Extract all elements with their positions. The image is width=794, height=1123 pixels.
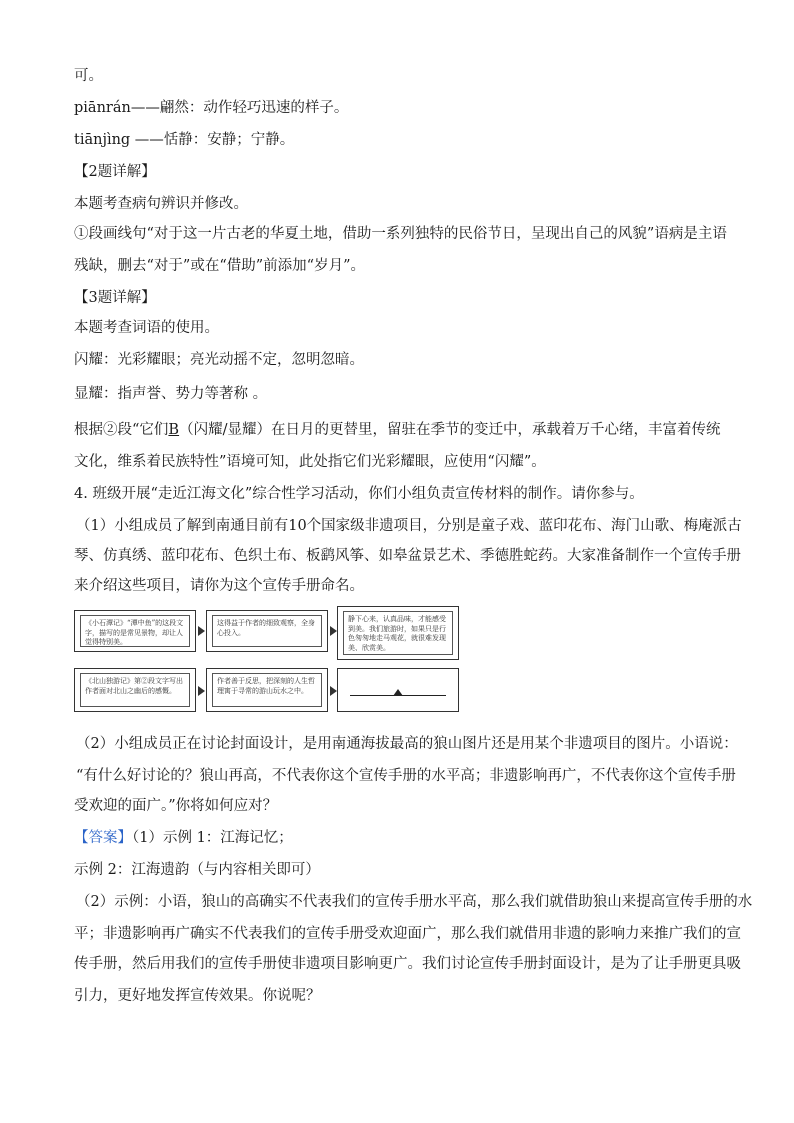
text-segment: （1）示例 1：江海记忆； (132, 830, 293, 846)
diagram-box: 这得益于作者的细致观察，全身心投入。 (206, 610, 328, 652)
text-line: 可。 (74, 68, 103, 84)
text-line: “有什么好讨论的？狼山再高，不代表你这个宣传手册的水平高；非遗影响再广，不代表你这个宣传手册 (76, 768, 736, 784)
section-heading: 【2题详解】 (74, 164, 156, 180)
diagram-box: 《北山独游记》第②段文字写出作者面对北山之幽后的感慨。 (74, 668, 196, 712)
flow-diagram (74, 604, 464, 716)
arrow-icon (198, 686, 205, 696)
text-segment: （闪耀/显耀）在日月的更替里，留驻在季节的变迁中，承载着万千心绪，丰富着传统 (179, 422, 721, 438)
question-title: 4. 班级开展“走近江海文化”综合性学习活动，你们小组负责宣传材料的制作。请你参与。 (74, 486, 644, 502)
diagram-box: 《小石潭记》“潭中鱼”的这段文字，描写的是常见景物，却让人觉得特别美。 (74, 610, 196, 652)
triangle-marker-icon (393, 689, 403, 696)
underlined-letter: B (168, 422, 180, 438)
text-line: 文化，维系着民族特性”语境可知，此处指它们光彩耀眼，应使用“闪耀”。 (74, 454, 546, 470)
text-line: piānrán——翩然：动作轻巧迅速的样子。 (74, 100, 349, 116)
text-line: 显耀：指声誉、势力等著称 。 (74, 386, 268, 402)
text-line: 本题考查病句辨识并修改。 (74, 196, 248, 212)
text-line: 本题考查词语的使用。 (74, 320, 219, 336)
text-line: 闪耀：光彩耀眼；亮光动摇不定，忽明忽暗。 (74, 352, 364, 368)
arrow-icon (198, 626, 205, 636)
text-line (74, 420, 720, 440)
answer-line (74, 828, 293, 848)
text-segment: 根据②段“它们 (74, 422, 169, 438)
text-line: tiānjìng ——恬静：安静；宁静。 (74, 132, 295, 148)
text-line: 传手册，然后用我们的宣传手册使非遗项目影响更广。我们讨论宣传手册封面设计，是为了让手册更具吸 (74, 956, 741, 972)
text-line: 平；非遗影响再广确实不代表我们的宣传手册受欢迎面广，那么我们就借用非遗的影响力来推广我们的宣 (74, 926, 741, 942)
text-line: 受欢迎的面广。”你将如何应对？ (74, 798, 278, 814)
text-line: ①段画线句“对于这一片古老的华夏土地，借助一系列独特的民俗节日，呈现出自己的风貌”语病是主语 (74, 226, 727, 242)
diagram-box: 静下心来，认真品味，才能感受到美。我们旅游时，如果只是行色匆匆地走马观花，就很难发现美、欣赏美。 (337, 606, 459, 660)
text-line: 琴、仿真绣、蓝印花布、色织土布、板鹞风筝、如皋盆景艺术、季德胜蛇药。大家准备制作一个宣传手册 (74, 548, 741, 564)
diagram-box: 作者善于反思，把深刻的人生哲理寓于寻常的游山玩水之中。 (206, 668, 328, 712)
text-line: 残缺，删去“对于”或在“借助”前添加“岁月”。 (74, 258, 365, 274)
text-line: （2）示例：小语，狼山的高确实不代表我们的宣传手册水平高，那么我们就借助狼山来提高宣传手册的水 (76, 894, 753, 910)
answer-label: 【答案】 (74, 830, 132, 846)
arrow-icon (330, 686, 337, 696)
text-line: 示例 2：江海遗韵（与内容相关即可） (74, 862, 320, 878)
arrow-icon (330, 626, 337, 636)
text-line: （2）小组成员正在讨论封面设计，是用南通海拔最高的狼山图片还是用某个非遗项目的图片。小语说： (76, 736, 738, 752)
text-line: 来介绍这些项目，请你为这个宣传手册命名。 (74, 578, 364, 594)
text-line: （1）小组成员了解到南通目前有10个国家级非遗项目，分别是童子戏、蓝印花布、海门山歌、梅庵派古 (76, 518, 742, 534)
section-heading: 【3题详解】 (74, 290, 156, 306)
text-line: 引力，更好地发挥宣传效果。你说呢？ (74, 988, 321, 1004)
answer-blank-box (337, 668, 459, 712)
